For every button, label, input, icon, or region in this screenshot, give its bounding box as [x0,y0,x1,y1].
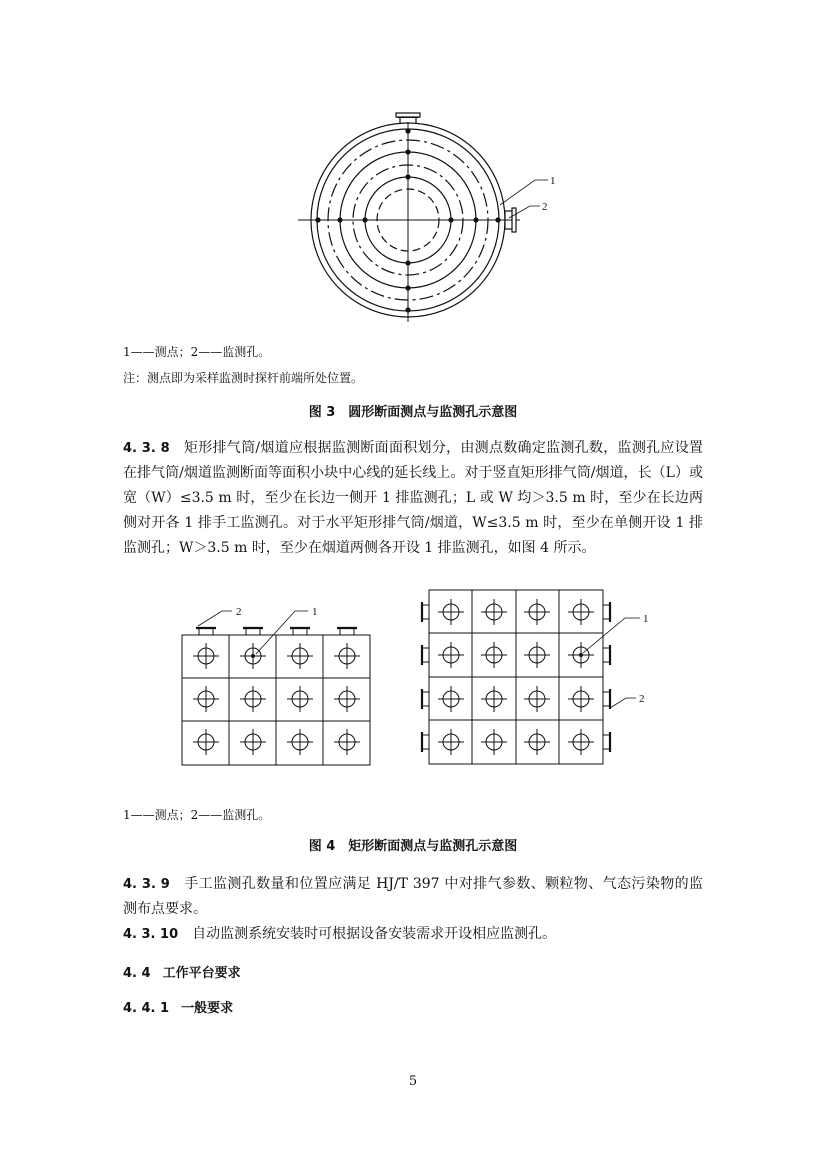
callout-label-2: 2 [639,693,645,705]
measurement-point [481,729,507,755]
measurement-point [193,686,219,712]
measurement-point [481,642,507,668]
section-heading-4-4 [123,962,241,981]
rect-section-double-side-ports [422,590,640,764]
measurement-point [193,643,219,669]
measurement-point [568,599,594,625]
measurement-point [438,642,464,668]
measurement-point [334,643,360,669]
figure-3-note: 注：测点即为采样监测时探杆前端所处位置。 [123,371,364,385]
measurement-point [287,729,313,755]
measurement-point [334,729,360,755]
measurement-point [362,217,367,222]
monitoring-port [196,628,216,635]
measurement-point [568,729,594,755]
figure-4-caption: 图 4 矩形断面测点与监测孔示意图 [308,839,518,854]
heading-text: 工作平台要求 [162,966,241,981]
measurement-point [524,642,550,668]
clause-text: 手工监测孔数量和位置应满足 HJ/T 397 中对排气参数、颗粒物、气态污染物的监测布点要求。 [123,876,703,917]
measurement-point [405,285,410,290]
clause-number: 4. 3. 8 [123,441,170,456]
measurement-point [495,217,500,222]
measurement-point [473,217,478,222]
clause-number: 4. 3. 10 [123,927,179,942]
measurement-point [315,217,320,222]
figure-4-legend: 1——测点；2——监测孔。 [123,808,271,822]
rect-section-single-side-ports [182,611,370,765]
measurement-point [405,260,410,265]
monitoring-port [603,602,610,622]
monitoring-port [422,689,429,709]
callout-label-2: 2 [542,201,548,213]
callout-label-1: 1 [643,613,649,625]
heading-text: 一般要求 [181,1001,234,1016]
figure-4-rectangular-section-diagrams [0,582,826,812]
section-heading-4-4-1 [123,997,233,1016]
measurement-point [193,729,219,755]
clause-text: 矩形排气筒/烟道应根据监测断面面积划分，由测点数确定监测孔数，监测孔应设置在排气筒/烟道监测断面等面积小块中心线的延长线上。对于竖直矩形排气筒/烟道，长（L）或宽（W）≤3.5 m 时，至少在长边一侧开 1 排监测孔；L 或 W 均＞3.5 m 时，至少在长边两侧对开各 1 排手工监测孔。对于水平矩形排气筒/烟道，W≤3.5 m 时，至少在单侧开设 1 排监测孔；W＞3.5 m 时，至少在烟道两侧各开设 1 排监测孔，如图 4 所示。 [123,440,703,556]
heading-number: 4. 4. 1 [123,1001,170,1016]
monitoring-port [422,732,429,752]
measurement-point [524,686,550,712]
monitoring-port [603,689,610,709]
measurement-point [524,599,550,625]
measurement-point [337,217,342,222]
measurement-point [438,686,464,712]
clause-4-3-10 [123,922,703,947]
figure-3-legend: 1——测点；2——监测孔。 [123,345,271,359]
figure-3-circular-section-diagram [0,0,826,340]
measurement-point [405,128,410,133]
monitoring-port [603,645,610,665]
measurement-point [438,599,464,625]
callout-label-1: 1 [550,175,556,187]
monitoring-port [337,628,357,635]
callout-label-2: 2 [236,606,242,618]
monitoring-port [290,628,310,635]
callout-label-1: 1 [312,606,318,618]
measurement-point [287,686,313,712]
measurement-point [287,643,313,669]
measurement-point [405,174,410,179]
measurement-point [240,729,266,755]
measurement-point [334,686,360,712]
monitoring-port [243,628,263,635]
measurement-point [405,149,410,154]
measurement-point [568,686,594,712]
heading-number: 4. 4 [123,966,151,981]
measurement-point [481,599,507,625]
measurement-point [524,729,550,755]
page-number: 5 [408,1074,418,1089]
monitoring-port [512,208,516,232]
measurement-point [448,217,453,222]
figure-3-caption: 图 3 圆形断面测点与监测孔示意图 [308,405,518,420]
clause-text: 自动监测系统安装时可根据设备安装需求开设相应监测孔。 [192,926,557,942]
monitoring-port [396,113,420,117]
monitoring-port [603,732,610,752]
clause-4-3-8 [123,436,703,561]
monitoring-port [422,645,429,665]
clause-number: 4. 3. 9 [123,877,170,892]
measurement-point [481,686,507,712]
measurement-point [240,686,266,712]
monitoring-port [422,602,429,622]
measurement-point [438,729,464,755]
clause-4-3-9 [123,872,703,922]
measurement-point [405,307,410,312]
